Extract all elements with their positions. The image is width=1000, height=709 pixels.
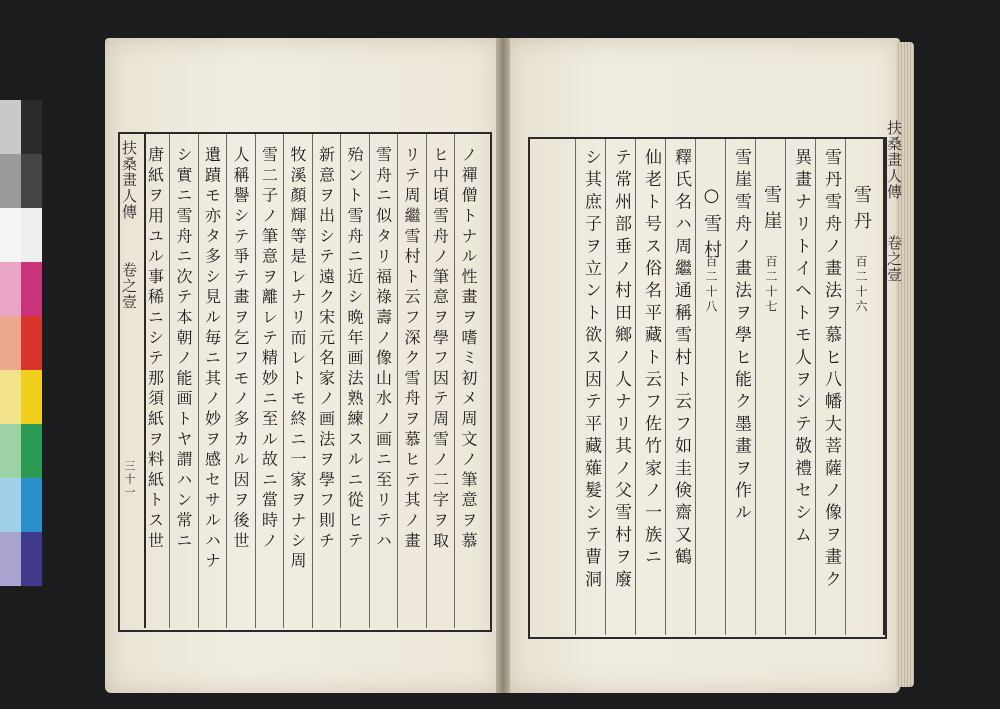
column-rule bbox=[665, 139, 666, 635]
text-column: 釋氏名ハ周繼通稱雪村ト云フ如圭倹齋又鶴 bbox=[671, 148, 691, 570]
text-column: 雪舟ニ似タリ福祿壽ノ像山水ノ画ニ至リテハ bbox=[373, 146, 393, 552]
text-column: 仙老ト号ス俗名平藏ト云フ佐竹家ノ一族ニ bbox=[641, 148, 661, 570]
color-calibration-strip bbox=[0, 100, 42, 590]
folio-number: 三十一 bbox=[123, 460, 136, 499]
column-rule bbox=[785, 139, 786, 635]
volume-label-right: 卷之壹 bbox=[885, 235, 903, 283]
entry-number: 百二十七 bbox=[764, 255, 778, 315]
text-column: 遺蹟モ亦タ多シ見ル毎ニ其ノ妙ヲ感セサルハナ bbox=[202, 146, 222, 573]
text-column: 殆ント雪舟ニ近シ晩年画法熟練スルニ從ヒテ bbox=[345, 146, 364, 552]
text-column: 新意ヲ出シテ遠ク宋元名家ノ画法ヲ學フ則チ bbox=[316, 146, 336, 552]
column-rule bbox=[255, 134, 256, 628]
column-rule bbox=[605, 139, 606, 635]
text-column: 雪二子ノ筆意ヲ離レテ精妙ニ至ル故ニ當時ノ bbox=[259, 146, 279, 552]
text-column: リテ周繼雪村ト云フ深ク雪舟ヲ慕ヒテ其ノ畫 bbox=[402, 146, 421, 552]
text-column: 雪崖雪舟ノ畫法ヲ學ヒ能ク墨畫ヲ作ル bbox=[731, 148, 751, 526]
column-rule bbox=[340, 134, 341, 628]
column-rule bbox=[815, 139, 816, 635]
text-column: ヒ中頃雪舟ノ筆意ヲ學フ因テ周雪ノ二字ヲ取 bbox=[430, 146, 450, 552]
column-rule bbox=[312, 134, 313, 628]
column-rule bbox=[397, 134, 398, 628]
column-rule bbox=[695, 139, 696, 635]
column-rule bbox=[575, 139, 576, 635]
entry-number: 百二十六 bbox=[854, 255, 868, 315]
column-rule bbox=[369, 134, 370, 628]
book-gutter bbox=[496, 38, 510, 693]
column-rule bbox=[845, 139, 846, 635]
column-rule bbox=[635, 139, 636, 635]
text-column: テ常州部垂ノ村田鄉ノ人ナリ其ノ父雪村ヲ廢 bbox=[611, 148, 631, 592]
text-column: 唐紙ヲ用ユル事稀ニシテ那須紙ヲ料紙トス世 bbox=[145, 146, 165, 552]
text-column: 牧溪顏輝等是レナリ而レトモ終ニ一家ヲナシ周 bbox=[288, 146, 307, 573]
entry-heading: ○雪村 bbox=[701, 185, 722, 266]
edge-title-right: 扶桑畫人傳 bbox=[885, 120, 903, 200]
column-rule bbox=[725, 139, 726, 635]
column-rule bbox=[454, 134, 455, 628]
text-column: シ實ニ雪舟ニ次テ本朝ノ能画トヤ謂ハン常ニ bbox=[174, 146, 193, 552]
column-rule bbox=[755, 139, 756, 635]
column-rule bbox=[226, 134, 227, 628]
text-column: 雪丹雪舟ノ畫法ヲ慕ヒ八幡大菩薩ノ像ヲ畫ク bbox=[821, 148, 841, 592]
text-column: 異畫ナリトイヘトモ人ヲシテ敬禮セシム bbox=[791, 148, 811, 548]
edge-title-left: 扶桑畫人傳 bbox=[120, 140, 138, 220]
text-column: ノ禪僧トナル性畫ヲ嗜ミ初メ周文ノ筆意ヲ慕 bbox=[459, 146, 478, 552]
column-rule bbox=[169, 134, 170, 628]
entry-number: 百二十八 bbox=[704, 255, 718, 315]
column-rule bbox=[198, 134, 199, 628]
entry-heading: 雪丹 bbox=[851, 185, 872, 237]
column-rule bbox=[426, 134, 427, 628]
text-column: シ其庶子ヲ立ント欲ス因テ平藏薙髮シテ曹洞 bbox=[581, 148, 601, 592]
entry-heading: 雪崖 bbox=[761, 185, 782, 237]
right-edge-strip bbox=[883, 137, 909, 635]
column-rule bbox=[283, 134, 284, 628]
text-column: 人稱譽シテ爭テ畫ヲ乞フモノ多カル因ヲ後世 bbox=[231, 146, 250, 552]
volume-label-left: 卷之壹 bbox=[120, 262, 138, 310]
